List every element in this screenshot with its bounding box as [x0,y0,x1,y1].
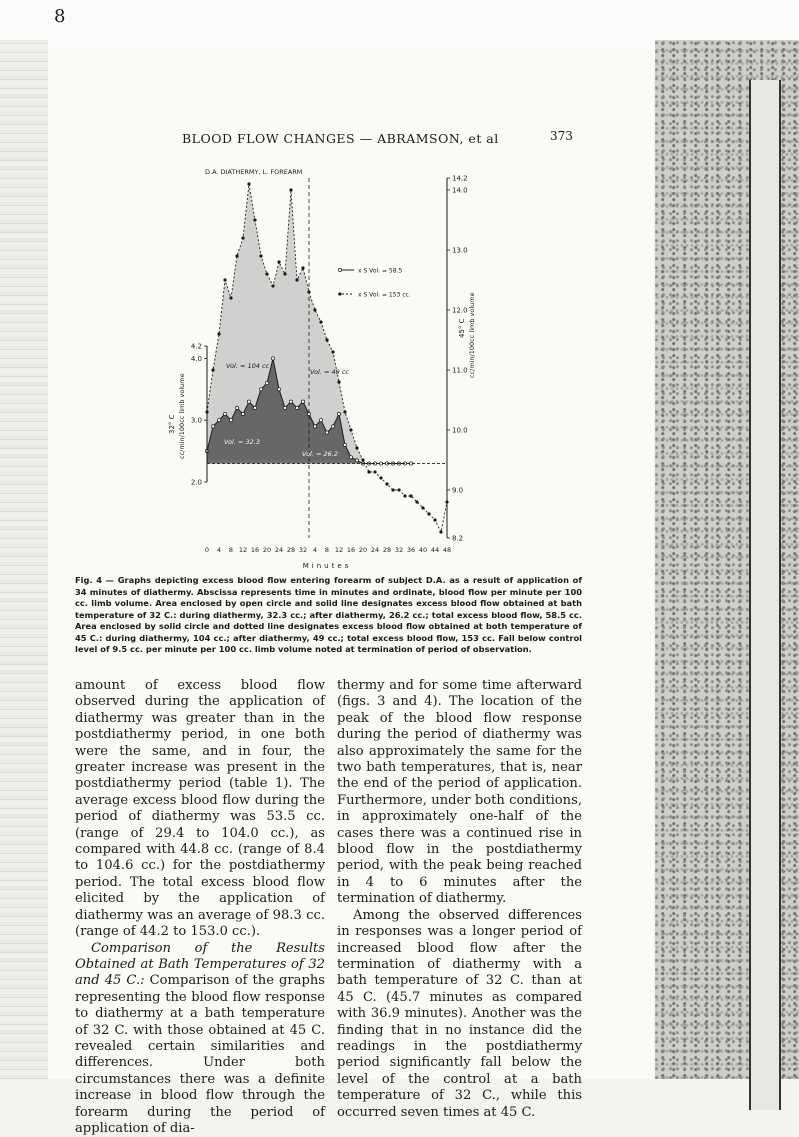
data-point-45c [223,278,226,281]
right-axis-label: cc/min/100cc limb volume [468,292,476,378]
area-label: Vol. = 49 cc [310,368,349,376]
data-point-45c [427,512,430,515]
data-point-45c [289,188,292,191]
right-axis-tick-label: 10.0 [452,427,468,435]
right-axis-tick-label: 11.0 [452,367,468,375]
data-point-32c [247,400,250,403]
data-point-32c [271,357,274,360]
x-tick-label: 28 [383,546,391,554]
legend-label-open: x S Vol. = 58.5 [358,268,402,275]
paragraph: amount of excess blood flow observed during the application of diathermy was greater than in the postdiathermy period, in one both were the same, and in four, the greater increase was present in the postdiathermy period (table 1). The average excess blood flow during the period of diathermy was 53.5 cc. (range of 29.4 to 104.0 cc.), as compared with 44.8 cc. (range of 8.4 to 104.6 cc.) for the postdiathermy period. The total excess blood flow elicited by the application of diathermy was an average of 98.3 cc. (range of 44.2 to 153.0 cc.). [75,678,325,941]
x-tick-label: 16 [251,546,259,554]
data-point-45c [415,500,418,503]
data-point-45c [301,266,304,269]
data-point-45c [265,272,268,275]
x-tick-label: 32 [395,546,403,554]
left-axis-tick-label: 2.0 [191,479,202,487]
left-axis-tick-label: 3.0 [191,417,202,425]
data-point-32c [313,425,316,428]
chart-title: D.A. DIATHERMY, L. FOREARM [205,168,302,176]
data-point-32c [283,406,286,409]
x-tick-label: 0 [205,546,209,554]
right-axis-temp-label: 45° C [458,318,466,338]
right-axis-tick-label: 12.0 [452,307,468,315]
x-tick-label: 40 [419,546,427,554]
x-tick-label: 32 [299,546,307,554]
paragraph-text: Comparison of the graphs representing the blood flow response to diathermy at a bath temperature of 32 C. with those obtained at 45 C. revealed certain similarities and differences. Under both circumstances there was a definite increase in blood flow through the forearm during the period of application of dia- [75,973,325,1136]
data-point-32c [241,412,244,415]
data-point-45c [343,410,346,413]
paragraph [75,941,325,1137]
right-axis-tick-label: 8.2 [452,535,463,543]
data-point-32c [223,412,226,415]
data-point-45c [361,458,364,461]
data-point-32c [229,419,232,422]
right-axis-tick-label: 14.2 [452,175,468,183]
data-point-45c [409,494,412,497]
data-point-45c [355,446,358,449]
data-point-45c [259,254,262,257]
data-point-45c [325,338,328,341]
legend-label-solid: x S Vol. = 153 cc. [358,292,411,299]
x-tick-label: 12 [335,546,343,554]
data-point-45c [253,218,256,221]
data-point-32c [265,381,268,384]
data-point-45c [313,308,316,311]
book-binding [749,80,781,1110]
data-point-45c [397,488,400,491]
data-point-32c [259,388,262,391]
x-tick-label: 4 [313,546,317,554]
data-point-32c [253,406,256,409]
data-point-45c [385,482,388,485]
data-point-45c [295,278,298,281]
x-tick-label: 8 [325,546,329,554]
data-point-45c [379,476,382,479]
right-axis-tick-label: 14.0 [452,187,468,195]
data-point-45c [367,470,370,473]
paragraph: Among the observed differences in responses was a longer period of increased blood flow after the termination of diathermy with a bath temperature of 32 C. than at 45 C. (45.7 minutes as compared with 36.9 minutes). Another was the finding that in no instance did the readings in the postdiathermy period significantly fall below the level of the control at a bath temperature of 32 C., while this occurred seven times at 45 C. [337,908,582,1121]
data-point-45c [433,518,436,521]
left-axis-tick-label: 4.0 [191,355,202,363]
area-label: Vol. = 104 cc [226,362,270,370]
x-tick-label: 36 [407,546,415,554]
data-point-32c [295,406,298,409]
data-point-45c [217,332,220,335]
x-tick-label: 24 [275,546,283,554]
area-label: Vol. = 32.3 [224,438,260,446]
data-point-45c [421,506,424,509]
data-point-32c [277,388,280,391]
right-axis-tick-label: 13.0 [452,247,468,255]
section-subhead: Comparison of the Results Obtained at Bath Temperatures of 32 and 45 C.: [75,941,325,989]
running-head: BLOOD FLOW CHANGES — ABRAMSON, et al [182,131,502,146]
scan-left-edge [0,40,48,1079]
data-point-32c [301,400,304,403]
x-tick-label: 28 [287,546,295,554]
x-tick-label: 12 [239,546,247,554]
left-axis-tick-label: 4.2 [191,343,202,351]
x-tick-label: 20 [359,546,367,554]
data-point-32c [319,419,322,422]
data-point-32c [349,456,352,459]
data-point-45c [337,380,340,383]
data-point-45c [271,284,274,287]
data-point-45c [439,530,442,533]
data-point-32c [211,425,214,428]
data-point-32c [343,443,346,446]
figure-4-chart [160,160,500,580]
data-point-32c [355,459,358,462]
data-point-32c [331,425,334,428]
data-point-45c [349,428,352,431]
data-point-32c [325,431,328,434]
data-point-45c [331,350,334,353]
x-tick-label: 16 [347,546,355,554]
paragraph: thermy and for some time afterward (figs. 3 and 4). The location of the peak of the blood flow response during the period of diathermy was also approximately the same for the two bath temperatures, that is, near the end of the period of application. Furthermore, under both conditions, in approximately one-half of the cases there was a continued rise in blood flow in the postdiathermy period, with the peak being reached in 4 to 6 minutes after the termination of diathermy. [337,678,582,908]
data-point-45c [319,320,322,323]
left-axis-label: cc/min/100cc limb volume [178,373,186,459]
data-point-45c [373,470,376,473]
text-column-left [75,678,325,1137]
data-point-32c [289,400,292,403]
data-point-45c [277,260,280,263]
figure-caption: Fig. 4 — Graphs depicting excess blood flow entering forearm of subject D.A. as a result of application of 34 minutes of diathermy. Abscissa represents time in minutes and ordinate, blood flow per minute per 100 cc. limb volume. Area enclosed by open circle and solid line designates excess blood flow obtained at bath temperature of 32 C.: during diathermy, 32.3 cc.; after diathermy, 26.2 cc.; total excess blood flow, 58.5 cc. Area enclosed by solid circle and dotted line designates excess blood flow obtained at both temperature of 45 C.: during diathermy, 104 cc.; after diathermy, 49 cc.; total excess blood flow, 153 cc. Fall below control level of 9.5 cc. per minute per 100 cc. limb volume noted at termination of period of observation. [75,575,582,656]
legend-marker-open [338,268,341,271]
corner-mark: 8 [54,6,65,27]
x-tick-label: 24 [371,546,379,554]
data-point-45c [247,182,250,185]
data-point-45c [403,494,406,497]
x-axis-label: Minutes [303,562,352,570]
data-point-32c [235,406,238,409]
x-tick-label: 44 [431,546,439,554]
data-point-45c [241,236,244,239]
x-tick-label: 48 [443,546,451,554]
data-point-45c [229,296,232,299]
scan-right-edge [655,40,799,1079]
x-tick-label: 20 [263,546,271,554]
text-column-right [337,678,582,1121]
legend-marker-solid [338,292,341,295]
data-point-32c [337,412,340,415]
data-point-45c [235,254,238,257]
left-axis-temp-label: 32° C [168,414,176,434]
right-axis-tick-label: 9.0 [452,487,463,495]
data-point-32c [217,419,220,422]
area-label: Vol. = 26.2 [302,450,338,458]
data-point-45c [391,488,394,491]
x-tick-label: 8 [229,546,233,554]
data-point-45c [211,368,214,371]
x-tick-label: 4 [217,546,221,554]
page-number: 373 [550,129,573,143]
data-point-45c [283,272,286,275]
chart-svg [160,160,500,580]
